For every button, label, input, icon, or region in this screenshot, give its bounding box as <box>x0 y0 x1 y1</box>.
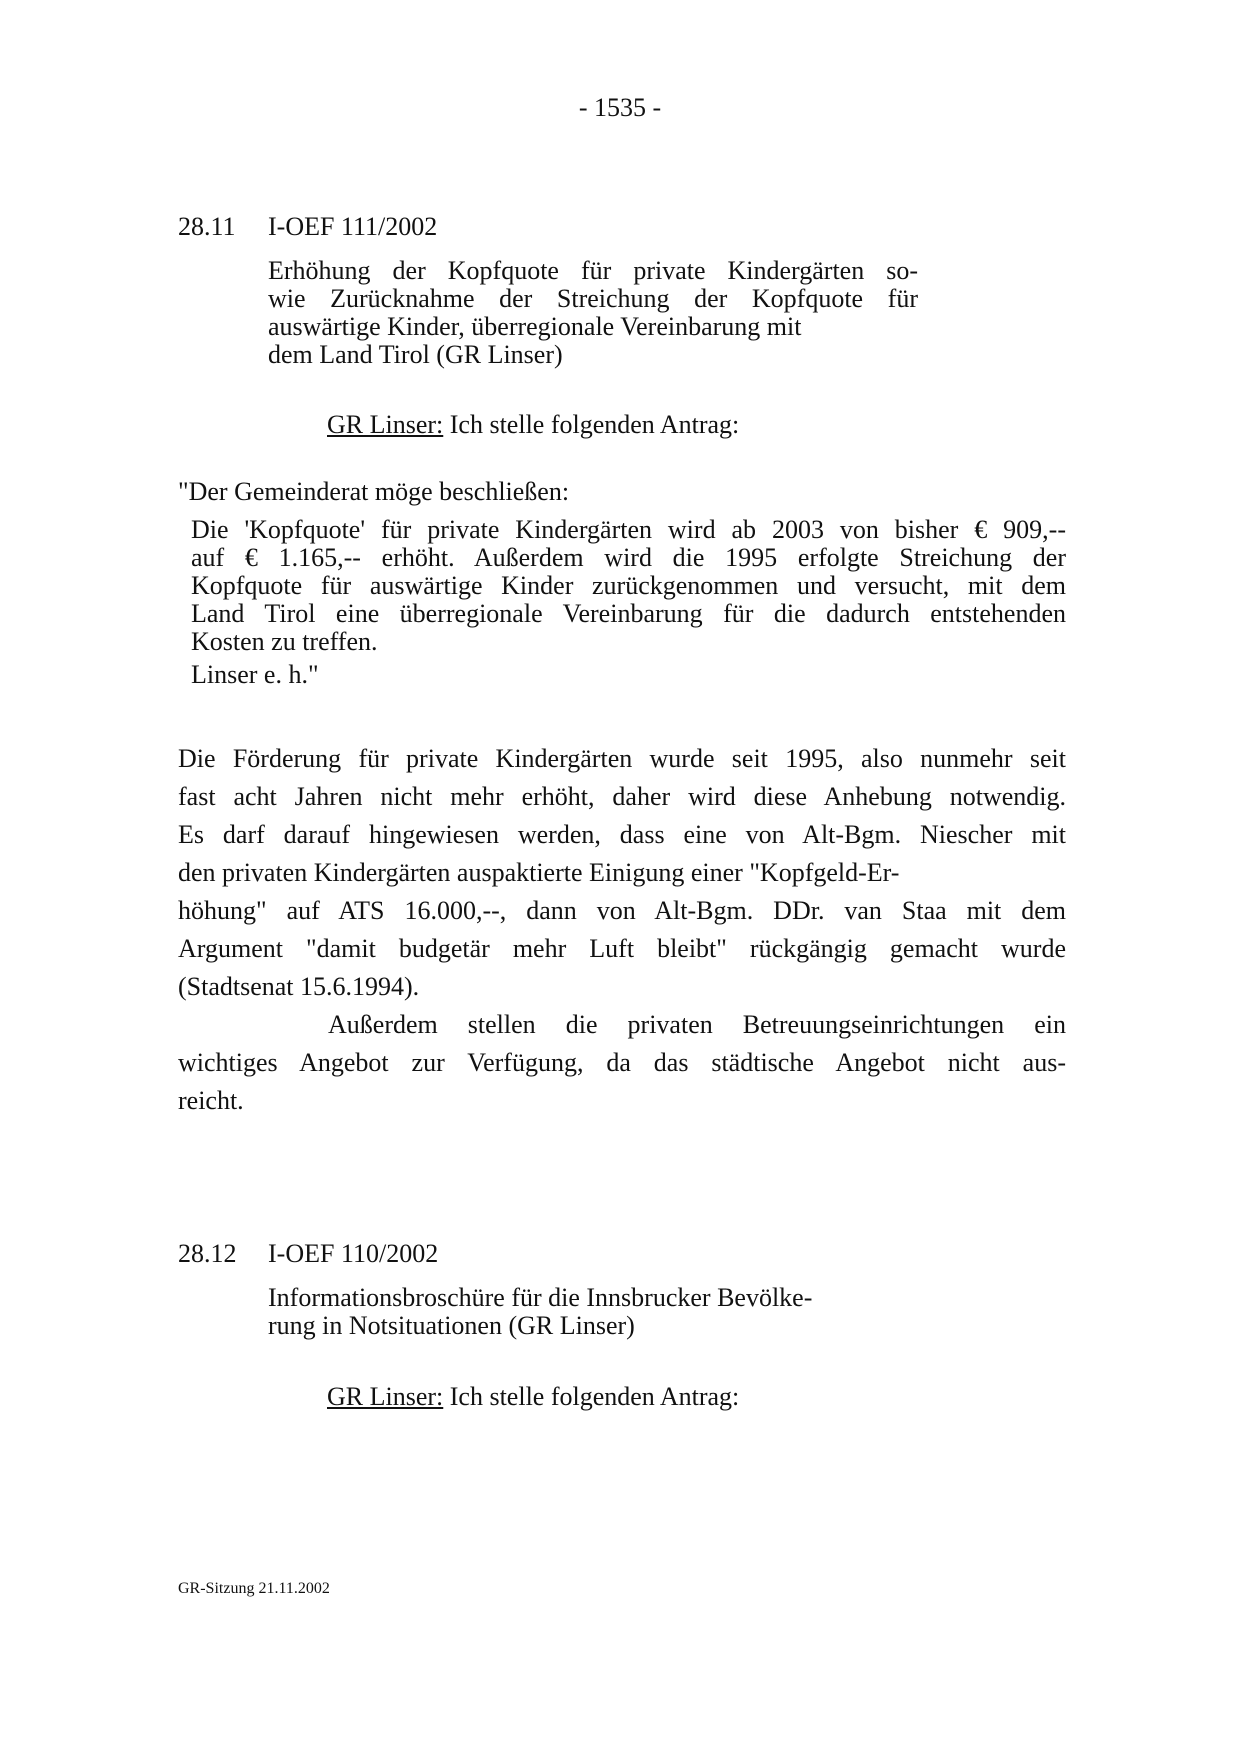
antrag-line <box>327 410 739 440</box>
item-number: 28.11 <box>178 212 236 241</box>
footer-session-date: GR-Sitzung 21.11.2002 <box>178 1580 330 1597</box>
body-line: Argument "damit budgetär mehr Luft bleibt" rückgängig gemacht wurde <box>178 934 1066 963</box>
title-line: wie Zurücknahme der Streichung der Kopfquote für <box>268 284 918 313</box>
item-title <box>268 1284 918 1340</box>
signature: Linser e. h." <box>191 660 319 689</box>
motion-line: Kopfquote für auswärtige Kinder zurückgenommen und versucht, mit dem <box>191 571 1066 600</box>
title-line: dem Land Tirol (GR Linser) <box>268 340 563 369</box>
motion-line: Land Tirol eine überregionale Vereinbarung für die dadurch entstehenden <box>191 599 1066 628</box>
item-number: 28.12 <box>178 1239 237 1268</box>
body-line: wichtiges Angebot zur Verfügung, da das städtische Angebot nicht aus- <box>178 1048 1066 1077</box>
body-line: Es darf darauf hingewiesen werden, dass eine von Alt-Bgm. Niescher mit <box>178 820 1066 849</box>
motion-text <box>191 516 1066 656</box>
motion-line: Kosten zu treffen. <box>191 627 378 656</box>
speaker-name: GR Linser: <box>327 1382 444 1411</box>
body-line: höhung" auf ATS 16.000,--, dann von Alt-Bgm. DDr. van Staa mit dem <box>178 896 1066 925</box>
antrag-text: Ich stelle folgenden Antrag: <box>443 410 740 439</box>
title-line: auswärtige Kinder, überregionale Vereinbarung mit <box>268 312 802 341</box>
item-reference: I-OEF 111/2002 <box>268 212 438 241</box>
title-line: Erhöhung der Kopfquote für private Kindergärten so- <box>268 256 918 285</box>
motion-line: Die 'Kopfquote' für private Kindergärten wird ab 2003 von bisher € 909,-- <box>191 515 1066 544</box>
body-line: fast acht Jahren nicht mehr erhöht, daher wird diese Anhebung notwendig. <box>178 782 1066 811</box>
motion-line: auf € 1.165,-- erhöht. Außerdem wird die 1995 erfolgte Streichung der <box>191 543 1066 572</box>
body-line: (Stadtsenat 15.6.1994). <box>178 972 420 1001</box>
title-line: Informationsbroschüre für die Innsbrucker Bevölke- <box>268 1283 813 1312</box>
body-line: den privaten Kindergärten auspaktierte Einigung einer "Kopfgeld-Er- <box>178 858 900 887</box>
page-number: - 1535 - <box>578 93 662 122</box>
antrag-line <box>327 1382 739 1412</box>
body-line: Außerdem stellen die privaten Betreuungseinrichtungen ein <box>328 1010 1066 1039</box>
item-reference: I-OEF 110/2002 <box>268 1239 439 1268</box>
quote-opening: "Der Gemeinderat möge beschließen: <box>178 477 570 506</box>
justification-text <box>178 740 1066 1120</box>
body-line: reicht. <box>178 1086 244 1115</box>
title-line: rung in Notsituationen (GR Linser) <box>268 1311 635 1340</box>
antrag-text: Ich stelle folgenden Antrag: <box>443 1382 740 1411</box>
item-title <box>268 257 918 369</box>
speaker-name: GR Linser: <box>327 410 444 439</box>
body-line: Die Förderung für private Kindergärten wurde seit 1995, also nunmehr seit <box>178 744 1066 773</box>
